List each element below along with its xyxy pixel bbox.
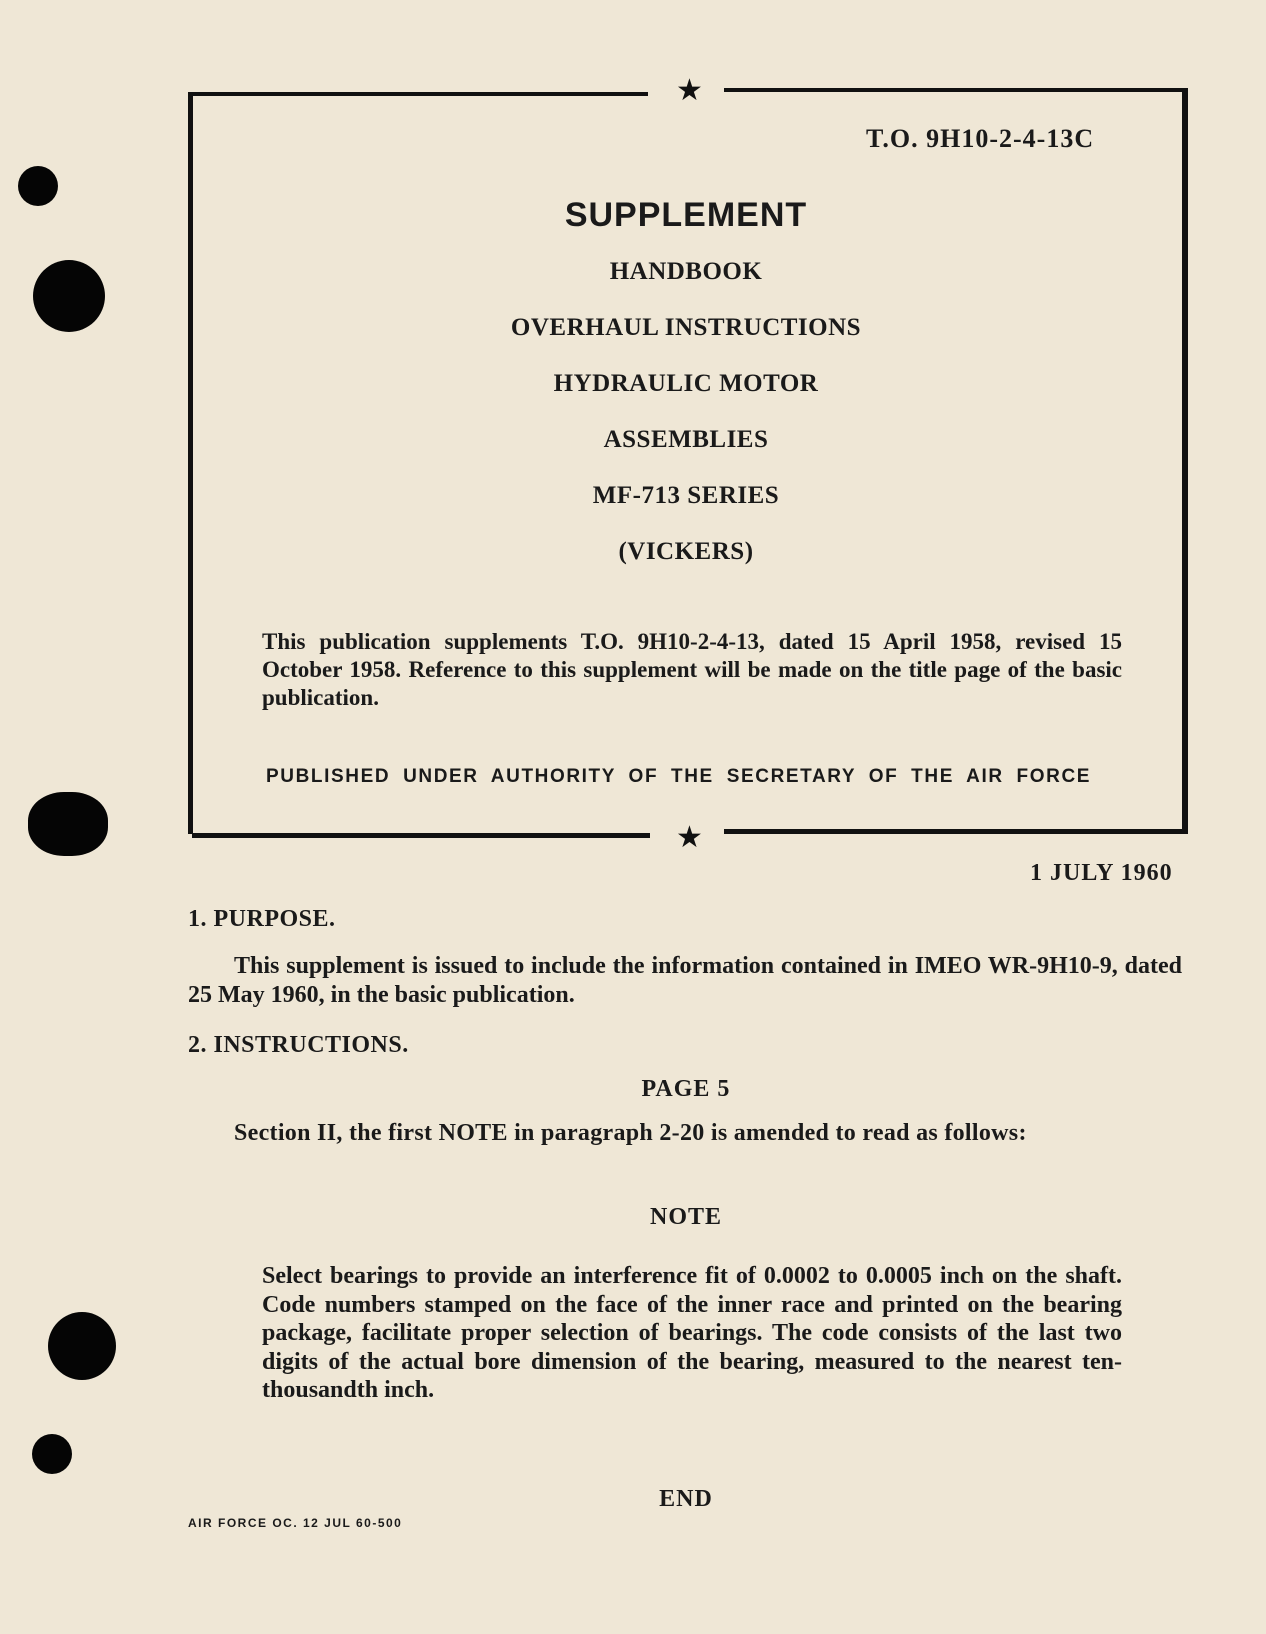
purpose-heading: 1. PURPOSE. [188,906,336,932]
publication-date: 1 JULY 1960 [1030,860,1173,886]
frame-line [1182,88,1188,830]
title-line: ASSEMBLIES [603,426,769,453]
binder-hole [28,792,108,856]
frame-line [192,833,650,838]
binder-hole [48,1312,116,1380]
title-line: HANDBOOK [609,258,763,285]
frame-line [724,829,1188,834]
frame-line [188,92,648,96]
page-label: PAGE 5 [641,1076,731,1102]
footer-print-line: AIR FORCE OC. 12 JUL 60-500 [188,1516,403,1530]
frame-line [724,88,1188,92]
star-icon: ★ [676,820,703,855]
title-line: OVERHAUL INSTRUCTIONS [510,314,862,341]
binder-hole [32,1434,72,1474]
frame-line [188,92,193,834]
supplement-title: SUPPLEMENT [564,196,808,234]
title-line: HYDRAULIC MOTOR [553,370,819,397]
note-paragraph: Select bearings to provide an interference fit of 0.0002 to 0.0005 inch on the shaft. Code numbers stamped on the face of the inner race and printed on the bearing package, facilitate proper selection of bearings. The code consists of the last two digits of the actual bore dimension of the bearing, measured to the nearest ten-thousandth inch. [262,1263,1122,1403]
title-line: MF-713 SERIES [592,482,780,509]
instructions-heading: 2. INSTRUCTIONS. [188,1032,409,1058]
binder-hole [18,166,58,206]
note-title: NOTE [649,1204,722,1230]
end-label: END [659,1486,713,1512]
to-number: T.O. 9H10-2-4-13C [866,124,1095,153]
section-amendment-line: Section II, the first NOTE in paragraph 2-20 is amended to read as follows: [234,1120,1027,1146]
title-line: (VICKERS) [618,538,754,565]
binder-hole [33,260,105,332]
purpose-paragraph: This supplement is issued to include the information contained in IMEO WR-9H10-9, dated 25 May 1960, in the basic publication. [188,953,1182,1008]
authority-line: PUBLISHED UNDER AUTHORITY OF THE SECRETARY OF THE AIR FORCE [266,766,1092,787]
star-icon: ★ [676,73,703,108]
intro-paragraph: This publication supplements T.O. 9H10-2-4-13, dated 15 April 1958, revised 15 October 1958. Reference to this supplement will be made on the title page of the basic publication. [262,629,1122,710]
